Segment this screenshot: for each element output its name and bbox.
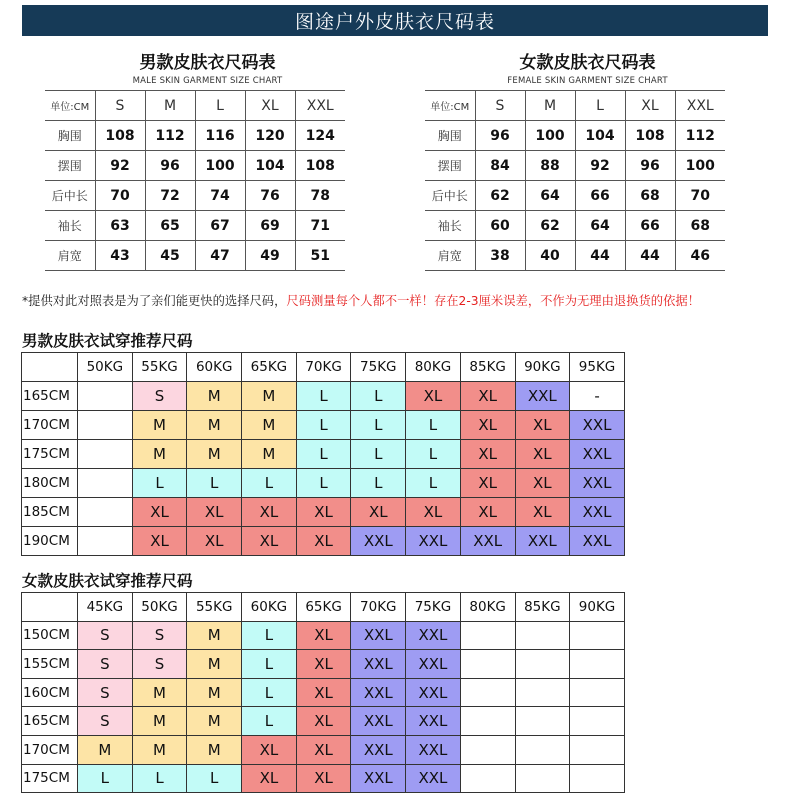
recommended-size-cell: M (242, 411, 297, 440)
height-label: 165CM (22, 382, 78, 411)
recommended-size-cell: XL (515, 411, 570, 440)
measurement-label: 后中长 (425, 181, 475, 211)
height-label: 170CM (22, 411, 78, 440)
recommended-size-cell: L (351, 440, 406, 469)
recommended-size-cell (515, 621, 570, 650)
height-row (22, 621, 625, 650)
recommended-size-cell: XL (242, 498, 297, 527)
measurement-row (425, 181, 725, 211)
recommended-size-cell: L (406, 469, 461, 498)
measurement-value: 92 (575, 151, 625, 181)
measurement-value: 65 (145, 211, 195, 241)
measurement-value: 70 (675, 181, 725, 211)
recommended-size-cell: L (242, 678, 297, 707)
size-header-row (425, 91, 725, 121)
recommended-size-cell: L (296, 440, 351, 469)
weight-header-cell: 80KG (406, 353, 461, 382)
measurement-value: 43 (95, 241, 145, 271)
male-recommend-table (21, 352, 625, 556)
measurement-value: 96 (625, 151, 675, 181)
corner-cell (22, 593, 78, 622)
recommended-size-cell: L (187, 764, 242, 793)
measurement-value: 70 (95, 181, 145, 211)
male-size-chart (45, 52, 370, 271)
recommended-size-cell: M (187, 735, 242, 764)
banner-title: 图途户外皮肤衣尺码表 (294, 11, 495, 33)
recommended-size-cell (515, 764, 570, 793)
recommended-size-cell: XL (132, 527, 187, 556)
recommended-size-cell: XL (460, 411, 515, 440)
recommended-size-cell (460, 621, 515, 650)
recommended-size-cell: L (78, 764, 133, 793)
size-header-row (45, 91, 345, 121)
measurement-value: 74 (195, 181, 245, 211)
measurement-value: 51 (295, 241, 345, 271)
recommended-size-cell: L (132, 469, 187, 498)
recommended-size-cell: XXL (351, 735, 406, 764)
recommended-size-cell (515, 678, 570, 707)
measurement-value: 78 (295, 181, 345, 211)
measurement-value: 44 (625, 241, 675, 271)
weight-header-cell: 65KG (242, 353, 297, 382)
measurement-row (45, 151, 345, 181)
recommended-size-cell: XL (242, 527, 297, 556)
recommended-size-cell: XL (187, 527, 242, 556)
recommended-size-cell (78, 527, 133, 556)
recommended-size-cell: XL (460, 382, 515, 411)
measurement-note (22, 291, 782, 309)
male-size-table (45, 90, 345, 271)
recommended-size-cell (78, 498, 133, 527)
recommended-size-cell: S (78, 707, 133, 736)
measurement-value: 112 (675, 121, 725, 151)
weight-header-cell: 70KG (296, 353, 351, 382)
size-header-cell: XXL (295, 91, 345, 121)
weight-header-cell: 55KG (132, 353, 187, 382)
recommended-size-cell: M (187, 678, 242, 707)
measurement-value: 67 (195, 211, 245, 241)
measurement-value: 104 (575, 121, 625, 151)
height-row (22, 678, 625, 707)
recommended-size-cell: XXL (570, 498, 625, 527)
height-row (22, 469, 625, 498)
recommended-size-cell: XL (296, 678, 351, 707)
measurement-value: 64 (575, 211, 625, 241)
recommended-size-cell: M (187, 621, 242, 650)
height-row (22, 650, 625, 679)
measurement-value: 44 (575, 241, 625, 271)
recommended-size-cell: L (296, 469, 351, 498)
recommended-size-cell: L (296, 382, 351, 411)
recommended-size-cell: L (242, 621, 297, 650)
measurement-value: 62 (475, 181, 525, 211)
measurement-value: 64 (525, 181, 575, 211)
recommended-size-cell (460, 650, 515, 679)
measurement-label: 胸围 (425, 121, 475, 151)
recommended-size-cell: L (406, 411, 461, 440)
recommended-size-cell: - (570, 382, 625, 411)
female-recommend-title: 女款皮肤衣试穿推荐尺码 (22, 572, 193, 590)
measurement-value: 104 (245, 151, 295, 181)
measurement-value: 96 (145, 151, 195, 181)
size-header-cell: S (95, 91, 145, 121)
height-row (22, 440, 625, 469)
measurement-row (45, 181, 345, 211)
height-row (22, 498, 625, 527)
height-row (22, 735, 625, 764)
measurement-value: 100 (675, 151, 725, 181)
measurement-value: 63 (95, 211, 145, 241)
height-row (22, 707, 625, 736)
measurement-value: 88 (525, 151, 575, 181)
recommended-size-cell: XL (296, 527, 351, 556)
measurement-value: 68 (675, 211, 725, 241)
measurement-row (45, 211, 345, 241)
weight-header-row (22, 353, 625, 382)
height-row (22, 411, 625, 440)
measurement-value: 108 (95, 121, 145, 151)
recommended-size-cell: XXL (351, 527, 406, 556)
recommended-size-cell: XL (296, 764, 351, 793)
recommended-size-cell (460, 678, 515, 707)
recommended-size-cell (460, 764, 515, 793)
height-label: 180CM (22, 469, 78, 498)
weight-header-cell: 75KG (406, 593, 461, 622)
recommended-size-cell (460, 735, 515, 764)
measurement-label: 胸围 (45, 121, 95, 151)
measurement-value: 62 (525, 211, 575, 241)
recommended-size-cell: M (132, 678, 187, 707)
weight-header-cell: 75KG (351, 353, 406, 382)
weight-header-cell: 50KG (78, 353, 133, 382)
measurement-row (425, 121, 725, 151)
measurement-value: 60 (475, 211, 525, 241)
recommended-size-cell: M (132, 411, 187, 440)
recommended-size-cell: XXL (406, 764, 461, 793)
recommended-size-cell: L (187, 469, 242, 498)
recommended-size-cell: XXL (570, 527, 625, 556)
height-row (22, 764, 625, 793)
recommended-size-cell: M (187, 707, 242, 736)
female-chart-subtitle: FEMALE SKIN GARMENT SIZE CHART (507, 76, 668, 86)
recommended-size-cell: XL (515, 440, 570, 469)
weight-header-cell: 70KG (351, 593, 406, 622)
measurement-value: 92 (95, 151, 145, 181)
height-label: 160CM (22, 678, 78, 707)
height-label: 175CM (22, 440, 78, 469)
recommended-size-cell: M (187, 411, 242, 440)
recommended-size-cell: L (406, 440, 461, 469)
recommended-size-cell: L (351, 469, 406, 498)
recommended-size-cell: S (78, 678, 133, 707)
measurement-value: 84 (475, 151, 525, 181)
weight-header-cell: 60KG (242, 593, 297, 622)
male-chart-subtitle: MALE SKIN GARMENT SIZE CHART (132, 76, 283, 86)
recommended-size-cell: S (132, 382, 187, 411)
recommended-size-cell: XL (515, 498, 570, 527)
weight-header-cell: 95KG (570, 353, 625, 382)
measurement-value: 108 (295, 151, 345, 181)
recommended-size-cell: L (296, 411, 351, 440)
female-chart-title: 女款皮肤衣尺码表 (519, 53, 656, 73)
recommended-size-cell: XL (460, 469, 515, 498)
recommended-size-cell: XL (242, 764, 297, 793)
recommended-size-cell: XL (296, 735, 351, 764)
recommended-size-cell: XXL (406, 527, 461, 556)
note-warning: 尺码测量每个人都不一样！存在2-3厘米误差，不作为无理由退换货的依据！ (286, 294, 700, 308)
measurement-value: 100 (195, 151, 245, 181)
recommended-size-cell: M (187, 650, 242, 679)
height-label: 170CM (22, 735, 78, 764)
height-row (22, 527, 625, 556)
female-size-chart (425, 52, 750, 271)
size-header-cell: L (195, 91, 245, 121)
weight-header-cell: 50KG (132, 593, 187, 622)
measurement-value: 71 (295, 211, 345, 241)
recommended-size-cell: XXL (515, 382, 570, 411)
female-recommend-table (21, 592, 625, 793)
recommended-size-cell (570, 764, 625, 793)
measurement-label: 肩宽 (425, 241, 475, 271)
measurement-value: 96 (475, 121, 525, 151)
measurement-row (425, 151, 725, 181)
recommended-size-cell: L (351, 411, 406, 440)
measurement-value: 100 (525, 121, 575, 151)
recommended-size-cell: XXL (351, 678, 406, 707)
recommended-size-cell: S (78, 621, 133, 650)
recommended-size-cell (570, 650, 625, 679)
height-label: 150CM (22, 621, 78, 650)
recommended-size-cell: XL (296, 650, 351, 679)
recommended-size-cell (515, 707, 570, 736)
recommended-size-cell: M (187, 382, 242, 411)
measurement-row (45, 241, 345, 271)
recommended-size-cell (460, 707, 515, 736)
measurement-value: 66 (575, 181, 625, 211)
size-header-cell: XL (245, 91, 295, 121)
measurement-value: 49 (245, 241, 295, 271)
weight-header-cell: 90KG (515, 353, 570, 382)
recommended-size-cell: XXL (351, 707, 406, 736)
measurement-value: 66 (625, 211, 675, 241)
recommended-size-cell: M (242, 440, 297, 469)
recommended-size-cell: XL (515, 469, 570, 498)
height-label: 175CM (22, 764, 78, 793)
recommended-size-cell: XXL (570, 469, 625, 498)
measurement-value: 69 (245, 211, 295, 241)
recommended-size-cell: XXL (406, 678, 461, 707)
recommended-size-cell: L (242, 650, 297, 679)
weight-header-cell: 60KG (187, 353, 242, 382)
recommended-size-cell (78, 440, 133, 469)
recommended-size-cell: S (132, 650, 187, 679)
height-row (22, 382, 625, 411)
measurement-value: 45 (145, 241, 195, 271)
measurement-value: 38 (475, 241, 525, 271)
size-header-cell: M (525, 91, 575, 121)
measurement-label: 摆围 (45, 151, 95, 181)
recommended-size-cell: XL (242, 735, 297, 764)
recommended-size-cell: XL (296, 621, 351, 650)
measurement-value: 108 (625, 121, 675, 151)
measurement-value: 68 (625, 181, 675, 211)
recommended-size-cell: M (132, 735, 187, 764)
recommended-size-cell: XXL (515, 527, 570, 556)
recommended-size-cell (570, 621, 625, 650)
weight-header-cell: 45KG (78, 593, 133, 622)
recommended-size-cell (515, 735, 570, 764)
recommended-size-cell: L (242, 707, 297, 736)
recommended-size-cell: S (78, 650, 133, 679)
corner-cell (22, 353, 78, 382)
female-size-table (425, 90, 725, 271)
measurement-value: 76 (245, 181, 295, 211)
recommended-size-cell: XXL (460, 527, 515, 556)
recommended-size-cell: XL (460, 498, 515, 527)
recommended-size-cell (570, 707, 625, 736)
recommended-size-cell: XL (351, 498, 406, 527)
recommended-size-cell: M (242, 382, 297, 411)
measurement-value: 40 (525, 241, 575, 271)
weight-header-cell: 90KG (570, 593, 625, 622)
recommended-size-cell: M (187, 440, 242, 469)
height-label: 165CM (22, 707, 78, 736)
measurement-label: 后中长 (45, 181, 95, 211)
recommended-size-cell: XXL (351, 621, 406, 650)
recommended-size-cell: XXL (406, 735, 461, 764)
height-label: 190CM (22, 527, 78, 556)
recommended-size-cell: XL (460, 440, 515, 469)
measurement-label: 摆围 (425, 151, 475, 181)
weight-header-cell: 55KG (187, 593, 242, 622)
measurement-row (45, 121, 345, 151)
recommended-size-cell (78, 382, 133, 411)
measurement-value: 47 (195, 241, 245, 271)
recommended-size-cell: XXL (351, 650, 406, 679)
recommended-size-cell: XL (296, 707, 351, 736)
recommended-size-cell: S (132, 621, 187, 650)
recommended-size-cell: M (78, 735, 133, 764)
measurement-row (425, 211, 725, 241)
recommended-size-cell (78, 411, 133, 440)
measurement-label: 肩宽 (45, 241, 95, 271)
measurement-label: 袖长 (425, 211, 475, 241)
measurement-value: 46 (675, 241, 725, 271)
recommended-size-cell: XXL (406, 650, 461, 679)
measurement-value: 112 (145, 121, 195, 151)
recommended-size-cell: XXL (570, 411, 625, 440)
recommended-size-cell: XL (132, 498, 187, 527)
recommended-size-cell (78, 469, 133, 498)
recommended-size-cell: XL (406, 498, 461, 527)
recommended-size-cell: XL (406, 382, 461, 411)
size-header-cell: L (575, 91, 625, 121)
weight-header-cell: 80KG (460, 593, 515, 622)
weight-header-row (22, 593, 625, 622)
weight-header-cell: 65KG (296, 593, 351, 622)
recommended-size-cell: L (132, 764, 187, 793)
recommended-size-cell: L (242, 469, 297, 498)
recommended-size-cell: XXL (406, 621, 461, 650)
measurement-value: 124 (295, 121, 345, 151)
recommended-size-cell (515, 650, 570, 679)
page-banner (22, 5, 768, 36)
measurement-value: 116 (195, 121, 245, 151)
measurement-value: 72 (145, 181, 195, 211)
recommended-size-cell: XXL (406, 707, 461, 736)
recommended-size-cell: L (351, 382, 406, 411)
measurement-label: 袖长 (45, 211, 95, 241)
recommended-size-cell: XL (187, 498, 242, 527)
height-label: 185CM (22, 498, 78, 527)
measurement-row (425, 241, 725, 271)
unit-label: 单位:CM (45, 91, 95, 121)
note-text: *提供对此对照表是为了亲们能更快的选择尺码， (22, 294, 287, 308)
size-header-cell: XXL (675, 91, 725, 121)
weight-header-cell: 85KG (460, 353, 515, 382)
size-header-cell: S (475, 91, 525, 121)
recommended-size-cell: M (132, 707, 187, 736)
recommended-size-cell (570, 735, 625, 764)
size-header-cell: XL (625, 91, 675, 121)
male-recommend-title: 男款皮肤衣试穿推荐尺码 (22, 332, 193, 350)
male-chart-title: 男款皮肤衣尺码表 (139, 53, 276, 73)
recommended-size-cell: XXL (351, 764, 406, 793)
weight-header-cell: 85KG (515, 593, 570, 622)
recommended-size-cell: M (132, 440, 187, 469)
height-label: 155CM (22, 650, 78, 679)
unit-label: 单位:CM (425, 91, 475, 121)
recommended-size-cell (570, 678, 625, 707)
measurement-value: 120 (245, 121, 295, 151)
size-header-cell: M (145, 91, 195, 121)
recommended-size-cell: XL (296, 498, 351, 527)
recommended-size-cell: XXL (570, 440, 625, 469)
